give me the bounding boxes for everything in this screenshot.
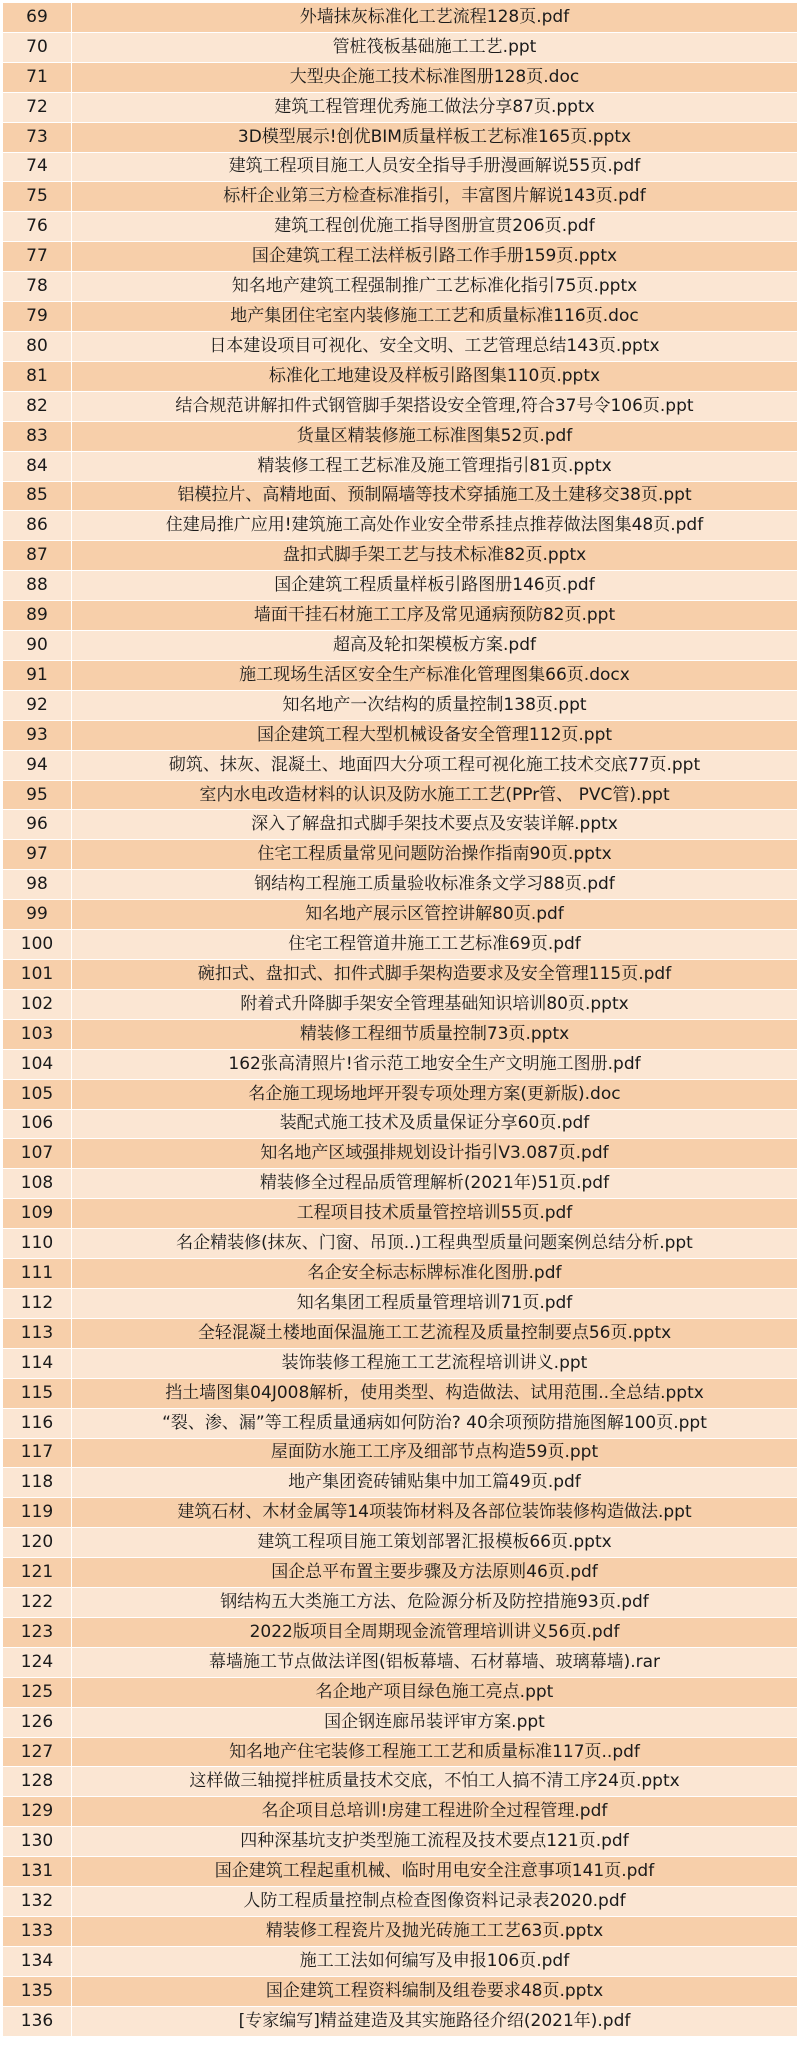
row-number: 133 (3, 1917, 72, 1947)
row-number: 127 (3, 1737, 72, 1767)
row-number: 81 (3, 361, 72, 391)
table-row (3, 541, 798, 571)
row-number: 84 (3, 451, 72, 481)
table-row (3, 331, 798, 361)
file-title: 结合规范讲解扣件式钢管脚手架搭设安全管理,符合37号令106页.ppt (72, 391, 798, 421)
table-row (3, 930, 798, 960)
row-number: 117 (3, 1438, 72, 1468)
table-row (3, 1767, 798, 1797)
row-number: 75 (3, 182, 72, 212)
table-row (3, 1677, 798, 1707)
row-number: 69 (3, 3, 72, 33)
file-title: 精装修工程瓷片及抛光砖施工工艺63页.pptx (72, 1917, 798, 1947)
row-number: 94 (3, 750, 72, 780)
file-title: 深入了解盘扣式脚手架技术要点及安装详解.pptx (72, 810, 798, 840)
row-number: 83 (3, 421, 72, 451)
table-row (3, 3, 798, 33)
row-number: 72 (3, 92, 72, 122)
table-row (3, 1917, 798, 1947)
row-number: 78 (3, 272, 72, 302)
file-title: 知名地产区域强排规划设计指引V3.087页.pdf (72, 1139, 798, 1169)
file-title: 地产集团瓷砖铺贴集中加工篇49页.pdf (72, 1468, 798, 1498)
row-number: 87 (3, 541, 72, 571)
file-title: 日本建设项目可视化、安全文明、工艺管理总结143页.pptx (72, 331, 798, 361)
file-title: 这样做三轴搅拌桩质量技术交底，不怕工人搞不清工序24页.pptx (72, 1767, 798, 1797)
table-row (3, 571, 798, 601)
file-title: 国企建筑工程质量样板引路图册146页.pdf (72, 571, 798, 601)
file-title: 精装修工程工艺标准及施工管理指引81页.pptx (72, 451, 798, 481)
row-number: 98 (3, 870, 72, 900)
table-row (3, 1318, 798, 1348)
file-title: 钢结构工程施工质量验收标准条文学习88页.pdf (72, 870, 798, 900)
row-number: 121 (3, 1558, 72, 1588)
file-title: 名企地产项目绿色施工亮点.ppt (72, 1677, 798, 1707)
table-row (3, 451, 798, 481)
file-title: 国企总平布置主要步骤及方法原则46页.pdf (72, 1558, 798, 1588)
row-number: 116 (3, 1408, 72, 1438)
file-title: 2022版项目全周期现金流管理培训讲义56页.pdf (72, 1617, 798, 1647)
table-row (3, 1887, 798, 1917)
row-number: 92 (3, 690, 72, 720)
table-row (3, 1199, 798, 1229)
row-number: 123 (3, 1617, 72, 1647)
row-number: 103 (3, 1019, 72, 1049)
row-number: 107 (3, 1139, 72, 1169)
file-title: 建筑工程项目施工策划部署汇报模板66页.pptx (72, 1528, 798, 1558)
file-title: 住宅工程质量常见问题防治操作指南90页.pptx (72, 840, 798, 870)
table-row (3, 989, 798, 1019)
table-row (3, 1528, 798, 1558)
file-title: 四种深基坑支护类型施工流程及技术要点121页.pdf (72, 1827, 798, 1857)
file-title: 施工现场生活区安全生产标准化管理图集66页.docx (72, 660, 798, 690)
row-number: 122 (3, 1588, 72, 1618)
row-number: 115 (3, 1378, 72, 1408)
file-list-table (2, 2, 798, 2037)
file-title: 国企建筑工程大型机械设备安全管理112页.ppt (72, 720, 798, 750)
table-row (3, 690, 798, 720)
table-row (3, 1468, 798, 1498)
table-row (3, 302, 798, 332)
file-title: 砌筑、抹灰、混凝土、地面四大分项工程可视化施工技术交底77页.ppt (72, 750, 798, 780)
row-number: 113 (3, 1318, 72, 1348)
table-row (3, 481, 798, 511)
file-title: 国企建筑工程起重机械、临时用电安全注意事项141页.pdf (72, 1857, 798, 1887)
table-row (3, 1169, 798, 1199)
file-title: 知名地产住宅装修工程施工工艺和质量标准117页..pdf (72, 1737, 798, 1767)
file-title: 装配式施工技术及质量保证分享60页.pdf (72, 1109, 798, 1139)
file-title: 附着式升降脚手架安全管理基础知识培训80页.pptx (72, 989, 798, 1019)
file-title: 钢结构五大类施工方法、危险源分析及防控措施93页.pdf (72, 1588, 798, 1618)
file-title: 名企精装修(抹灰、门窗、吊顶..)工程典型质量问题案例总结分析.ppt (72, 1229, 798, 1259)
table-row (3, 122, 798, 152)
row-number: 88 (3, 571, 72, 601)
table-row (3, 1827, 798, 1857)
file-title: 3D模型展示!创优BIM质量样板工艺标准165页.pptx (72, 122, 798, 152)
table-row (3, 750, 798, 780)
file-title: 建筑石材、木材金属等14项装饰材料及各部位装饰装修构造做法.ppt (72, 1498, 798, 1528)
row-number: 85 (3, 481, 72, 511)
table-row (3, 631, 798, 661)
table-row (3, 1408, 798, 1438)
row-number: 99 (3, 900, 72, 930)
file-title: 住建局推广应用!建筑施工高处作业安全带系挂点推荐做法图集48页.pdf (72, 511, 798, 541)
row-number: 126 (3, 1707, 72, 1737)
table-row (3, 92, 798, 122)
file-title: 工程项目技术质量管控培训55页.pdf (72, 1199, 798, 1229)
table-row (3, 212, 798, 242)
table-row (3, 840, 798, 870)
file-title: 标准化工地建设及样板引路图集110页.pptx (72, 361, 798, 391)
row-number: 125 (3, 1677, 72, 1707)
file-title: 知名地产建筑工程强制推广工艺标准化指引75页.pptx (72, 272, 798, 302)
file-title: 名企施工现场地坪开裂专项处理方案(更新版).doc (72, 1079, 798, 1109)
row-number: 134 (3, 1946, 72, 1976)
row-number: 105 (3, 1079, 72, 1109)
file-title: 精装修全过程品质管理解析(2021年)51页.pdf (72, 1169, 798, 1199)
table-row (3, 32, 798, 62)
row-number: 129 (3, 1797, 72, 1827)
row-number: 79 (3, 302, 72, 332)
table-row (3, 660, 798, 690)
file-title: 墙面干挂石材施工工序及常见通病预防82页.ppt (72, 601, 798, 631)
file-title: [专家编写]精益建造及其实施路径介绍(2021年).pdf (72, 2006, 798, 2036)
table-row (3, 421, 798, 451)
file-title: 名企安全标志标牌标准化图册.pdf (72, 1259, 798, 1289)
table-row (3, 1647, 798, 1677)
row-number: 95 (3, 780, 72, 810)
row-number: 132 (3, 1887, 72, 1917)
file-title: 知名集团工程质量管理培训71页.pdf (72, 1288, 798, 1318)
table-row (3, 1109, 798, 1139)
file-title: 名企项目总培训!房建工程进阶全过程管理.pdf (72, 1797, 798, 1827)
file-title: 标杆企业第三方检查标准指引，丰富图片解说143页.pdf (72, 182, 798, 212)
file-title: 建筑工程管理优秀施工做法分享87页.pptx (72, 92, 798, 122)
row-number: 112 (3, 1288, 72, 1318)
file-title: 铝模拉片、高精地面、预制隔墙等技术穿插施工及土建移交38页.ppt (72, 481, 798, 511)
table-row (3, 1617, 798, 1647)
file-title: 全轻混凝土楼地面保温施工工艺流程及质量控制要点56页.pptx (72, 1318, 798, 1348)
row-number: 108 (3, 1169, 72, 1199)
row-number: 77 (3, 242, 72, 272)
row-number: 71 (3, 62, 72, 92)
row-number: 111 (3, 1259, 72, 1289)
row-number: 96 (3, 810, 72, 840)
file-title: 162张高清照片!省示范工地安全生产文明施工图册.pdf (72, 1049, 798, 1079)
file-title: 国企建筑工程资料编制及组卷要求48页.pptx (72, 1976, 798, 2006)
table-row (3, 1079, 798, 1109)
table-row (3, 601, 798, 631)
row-number: 110 (3, 1229, 72, 1259)
file-title: 建筑工程项目施工人员安全指导手册漫画解说55页.pdf (72, 152, 798, 182)
table-row (3, 1139, 798, 1169)
row-number: 90 (3, 631, 72, 661)
table-row (3, 1707, 798, 1737)
row-number: 124 (3, 1647, 72, 1677)
file-title: 室内水电改造材料的认识及防水施工工艺(PPr管、 PVC管).ppt (72, 780, 798, 810)
table-row (3, 2006, 798, 2036)
file-title: 屋面防水施工工序及细部节点构造59页.ppt (72, 1438, 798, 1468)
table-row (3, 1588, 798, 1618)
row-number: 128 (3, 1767, 72, 1797)
row-number: 106 (3, 1109, 72, 1139)
table-row (3, 391, 798, 421)
row-number: 135 (3, 1976, 72, 2006)
row-number: 93 (3, 720, 72, 750)
file-title: 精装修工程细节质量控制73页.pptx (72, 1019, 798, 1049)
file-title: 碗扣式、盘扣式、扣件式脚手架构造要求及安全管理115页.pdf (72, 960, 798, 990)
table-row (3, 1019, 798, 1049)
table-row (3, 182, 798, 212)
table-row (3, 1498, 798, 1528)
file-title: 知名地产展示区管控讲解80页.pdf (72, 900, 798, 930)
file-title: 装饰装修工程施工工艺流程培训讲义.ppt (72, 1348, 798, 1378)
table-row (3, 900, 798, 930)
file-title: 管桩筏板基础施工工艺.ppt (72, 32, 798, 62)
row-number: 86 (3, 511, 72, 541)
table-row (3, 1857, 798, 1887)
row-number: 130 (3, 1827, 72, 1857)
table-row (3, 272, 798, 302)
file-title: 盘扣式脚手架工艺与技术标准82页.pptx (72, 541, 798, 571)
file-title: 国企钢连廊吊装评审方案.ppt (72, 1707, 798, 1737)
row-number: 131 (3, 1857, 72, 1887)
file-title: 人防工程质量控制点检查图像资料记录表2020.pdf (72, 1887, 798, 1917)
row-number: 114 (3, 1348, 72, 1378)
file-title: 挡土墙图集04J008解析，使用类型、构造做法、试用范围..全总结.pptx (72, 1378, 798, 1408)
row-number: 101 (3, 960, 72, 990)
file-list-body (3, 3, 798, 2037)
file-title: 幕墙施工节点做法详图(铝板幕墙、石材幕墙、玻璃幕墙).rar (72, 1647, 798, 1677)
table-row (3, 1049, 798, 1079)
table-row (3, 511, 798, 541)
table-row (3, 1558, 798, 1588)
table-row (3, 1737, 798, 1767)
row-number: 119 (3, 1498, 72, 1528)
file-title: 外墙抹灰标准化工艺流程128页.pdf (72, 3, 798, 33)
row-number: 82 (3, 391, 72, 421)
table-row (3, 1976, 798, 2006)
table-row (3, 720, 798, 750)
table-row (3, 1288, 798, 1318)
row-number: 118 (3, 1468, 72, 1498)
file-title: 国企建筑工程工法样板引路工作手册159页.pptx (72, 242, 798, 272)
row-number: 97 (3, 840, 72, 870)
file-title: 超高及轮扣架模板方案.pdf (72, 631, 798, 661)
file-title: 货量区精装修施工标准图集52页.pdf (72, 421, 798, 451)
table-row (3, 1348, 798, 1378)
table-row (3, 1797, 798, 1827)
row-number: 80 (3, 331, 72, 361)
row-number: 102 (3, 989, 72, 1019)
table-row (3, 870, 798, 900)
row-number: 109 (3, 1199, 72, 1229)
table-row (3, 361, 798, 391)
file-title: 大型央企施工技术标准图册128页.doc (72, 62, 798, 92)
table-row (3, 810, 798, 840)
row-number: 76 (3, 212, 72, 242)
table-row (3, 1946, 798, 1976)
row-number: 91 (3, 660, 72, 690)
row-number: 73 (3, 122, 72, 152)
row-number: 136 (3, 2006, 72, 2036)
file-title: “裂、渗、漏”等工程质量通病如何防治? 40余项预防措施图解100页.ppt (72, 1408, 798, 1438)
row-number: 70 (3, 32, 72, 62)
row-number: 89 (3, 601, 72, 631)
row-number: 100 (3, 930, 72, 960)
table-row (3, 780, 798, 810)
file-title: 建筑工程创优施工指导图册宣贯206页.pdf (72, 212, 798, 242)
table-row (3, 1229, 798, 1259)
table-row (3, 62, 798, 92)
table-row (3, 242, 798, 272)
table-row (3, 1378, 798, 1408)
file-title: 住宅工程管道井施工工艺标准69页.pdf (72, 930, 798, 960)
table-row (3, 1259, 798, 1289)
table-row (3, 1438, 798, 1468)
row-number: 120 (3, 1528, 72, 1558)
file-title: 知名地产一次结构的质量控制138页.ppt (72, 690, 798, 720)
row-number: 74 (3, 152, 72, 182)
file-title: 施工工法如何编写及申报106页.pdf (72, 1946, 798, 1976)
table-row (3, 960, 798, 990)
table-row (3, 152, 798, 182)
row-number: 104 (3, 1049, 72, 1079)
file-title: 地产集团住宅室内装修施工工艺和质量标准116页.doc (72, 302, 798, 332)
